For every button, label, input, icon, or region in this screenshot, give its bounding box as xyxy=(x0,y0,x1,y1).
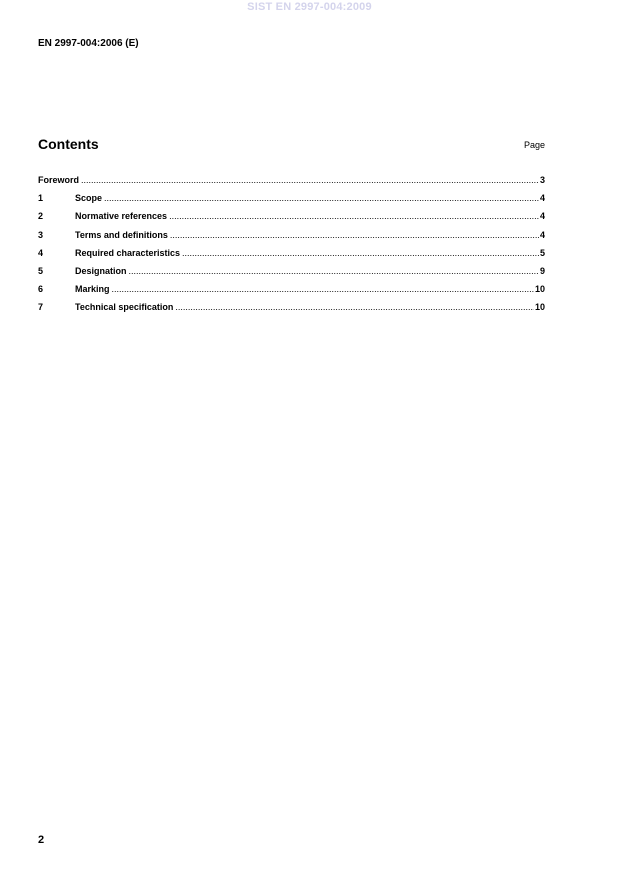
toc-entry-page: 9 xyxy=(539,265,545,276)
document-identifier: EN 2997-004:2006 (E) xyxy=(38,38,139,49)
toc-entry-title: Required characteristics xyxy=(75,247,181,258)
toc-entry-title: Scope xyxy=(75,193,103,204)
toc-entry-normative-references[interactable] xyxy=(38,211,545,229)
toc-entry-page: 4 xyxy=(539,229,545,240)
dot-leader xyxy=(170,230,539,241)
dot-leader xyxy=(104,193,539,204)
page-column-label: Page xyxy=(523,140,545,150)
toc-entry-title: Marking xyxy=(75,284,110,295)
toc-entry-title: Normative references xyxy=(75,211,168,222)
toc-entry-page: 10 xyxy=(534,302,545,313)
contents-title: Contents xyxy=(38,136,99,152)
toc-entry-marking[interactable] xyxy=(38,284,545,302)
toc-entry-number: 7 xyxy=(38,302,44,313)
dot-leader xyxy=(169,211,539,222)
watermark-text: SIST EN 2997-004:2009 xyxy=(247,1,372,13)
toc-entry-page: 5 xyxy=(539,247,545,258)
toc-entry-page: 3 xyxy=(539,175,545,185)
toc-entry-title: Foreword xyxy=(38,175,80,185)
toc-entry-number: 4 xyxy=(38,247,44,258)
toc-entry-title: Terms and definitions xyxy=(75,229,168,240)
toc-entry-number: 5 xyxy=(38,265,44,276)
dot-leader xyxy=(112,284,534,295)
toc-entry-number: 1 xyxy=(38,193,44,204)
toc-entry-number: 3 xyxy=(38,229,44,240)
toc-entry-terms-and-definitions[interactable] xyxy=(38,230,545,248)
toc-entry-technical-specification[interactable] xyxy=(38,302,545,320)
dot-leader xyxy=(129,266,539,277)
dot-leader xyxy=(175,302,534,313)
dot-leader xyxy=(182,248,539,259)
toc-entry-designation[interactable] xyxy=(38,266,545,284)
contents-heading xyxy=(38,136,545,154)
toc-entry-number: 6 xyxy=(38,284,44,295)
table-of-contents xyxy=(38,175,545,321)
toc-entry-title: Technical specification xyxy=(75,302,174,313)
toc-entry-number: 2 xyxy=(38,211,44,222)
toc-entry-scope[interactable] xyxy=(38,193,545,211)
toc-entry-page: 10 xyxy=(534,284,545,295)
toc-entry-required-characteristics[interactable] xyxy=(38,248,545,266)
toc-entry-page: 4 xyxy=(539,211,545,222)
page-number: 2 xyxy=(38,834,45,846)
toc-entry-foreword[interactable] xyxy=(38,175,545,193)
dot-leader xyxy=(81,175,539,186)
toc-entry-title: Designation xyxy=(75,265,127,276)
toc-entry-page: 4 xyxy=(539,193,545,204)
